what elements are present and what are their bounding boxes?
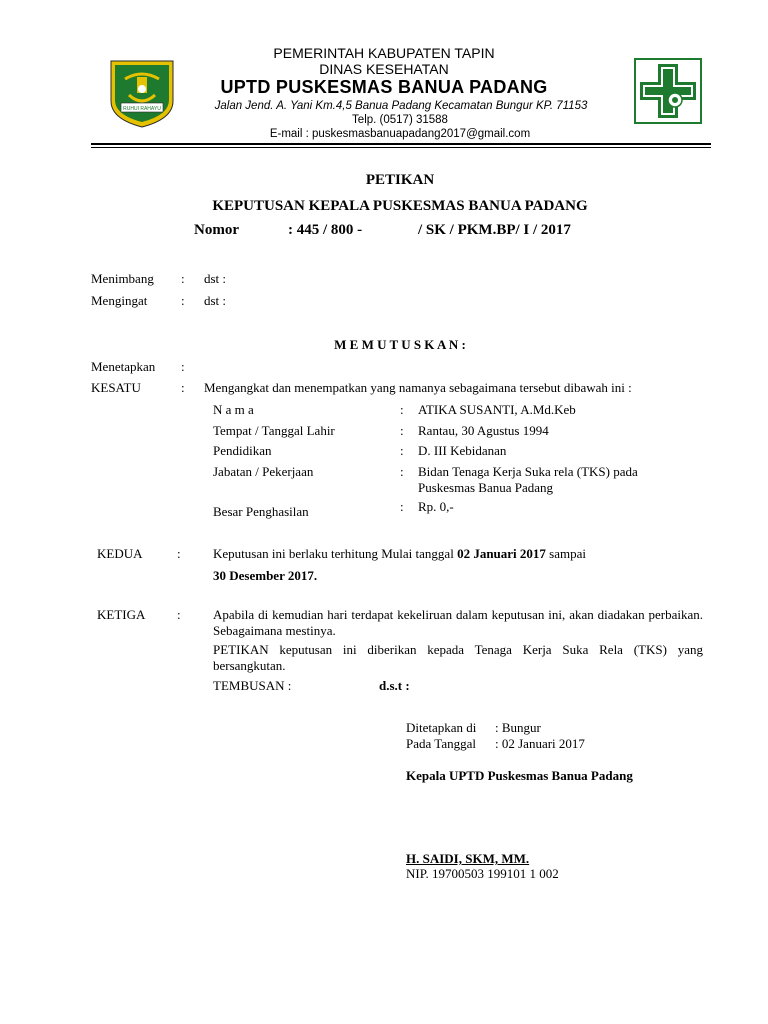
right-logo <box>634 58 702 124</box>
menimbang-label: Menimbang <box>91 271 154 286</box>
field-value-jabatan: Bidan Tenaga Kerja Suka rela (TKS) pada <box>418 464 638 479</box>
field-label-pendidikan: Pendidikan <box>213 443 272 458</box>
kesatu-text: Mengangkat dan menempatkan yang namanya sebagaimana tersebut dibawah ini : <box>204 380 632 395</box>
kedua-colon: : <box>177 546 181 561</box>
kesatu-label: KESATU <box>91 380 141 395</box>
field-value-nama: ATIKA SUSANTI, A.Md.Keb <box>418 402 576 417</box>
menimbang-value: dst : <box>204 271 227 286</box>
mengingat-value: dst : <box>204 293 227 308</box>
petikan-title: PETIKAN <box>365 172 435 188</box>
kedua-text-b: sampai <box>545 546 586 561</box>
menetapkan-colon: : <box>181 359 185 374</box>
header-address: Jalan Jend. A. Yani Km.4,5 Banua Padang Kecamatan Bungur KP. 71153 <box>214 100 588 112</box>
tembusan-value: d.s.t : <box>379 678 410 693</box>
ditetapkan-value: : Bungur <box>495 720 541 735</box>
field-value-pendidikan: D. III Kebidanan <box>418 443 507 458</box>
field-value-jabatan-line2: Puskesmas Banua Padang <box>418 480 554 495</box>
header-phone: Telp. (0517) 31588 <box>352 114 448 126</box>
field-colon-jabatan: : <box>400 464 404 479</box>
ketiga-paragraph-1: Apabila di kemudian hari terdapat kekeliruan dalam keputusan ini, akan diadakan perbaikan. Sebagaimana mestinya. <box>213 607 703 638</box>
kedua-text <box>213 546 713 562</box>
ketiga-colon: : <box>177 607 181 622</box>
signatory-position: Kepala UPTD Puskesmas Banua Padang <box>406 768 633 783</box>
field-colon-nama: : <box>400 402 404 417</box>
tembusan-label: TEMBUSAN : <box>213 678 292 693</box>
nomor-value: : 445 / 800 - <box>288 222 363 238</box>
ketiga-paragraph-2: PETIKAN keputusan ini diberikan kepada Tenaga Kerja Suka Rela (TKS) yang bersangkutan. <box>213 642 703 673</box>
letterhead-divider-thin <box>91 147 711 148</box>
letterhead-divider <box>91 143 711 145</box>
kedua-date-start: 02 Januari 2017 <box>457 546 546 561</box>
keputusan-title: KEPUTUSAN KEPALA PUSKESMAS BANUA PADANG <box>212 198 588 214</box>
field-value-penghasilan: Rp. 0,- <box>418 499 454 514</box>
header-line-2: DINAS KESEHATAN <box>319 61 449 77</box>
logo-banner-text: RUHUI RAHAYU <box>123 106 161 112</box>
header-institution: UPTD PUSKESMAS BANUA PADANG <box>220 77 548 97</box>
header-line-1: PEMERINTAH KABUPATEN TAPIN <box>273 45 495 61</box>
memutuskan-heading: M E M U T U S K A N : <box>334 337 466 352</box>
field-value-ttl: Rantau, 30 Agustus 1994 <box>418 423 549 438</box>
field-label-penghasilan: Besar Penghasilan <box>213 504 309 519</box>
menetapkan-label: Menetapkan <box>91 359 156 374</box>
ketiga-label: KETIGA <box>97 607 146 622</box>
field-colon-pendidikan: : <box>400 443 404 458</box>
menimbang-colon: : <box>181 271 185 286</box>
mengingat-label: Mengingat <box>91 293 148 308</box>
field-colon-penghasilan: : <box>400 499 404 514</box>
kedua-label: KEDUA <box>97 546 143 561</box>
field-label-nama: N a m a <box>213 402 254 417</box>
health-cross-icon <box>634 58 702 124</box>
signatory-name: H. SAIDI, SKM, MM. <box>406 851 530 866</box>
tanggal-label: Pada Tanggal <box>406 736 476 751</box>
mengingat-colon: : <box>181 293 185 308</box>
kesatu-colon: : <box>181 380 185 395</box>
nomor-suffix: / SK / PKM.BP/ I / 2017 <box>418 222 571 238</box>
field-label-jabatan: Jabatan / Pekerjaan <box>213 464 314 479</box>
field-colon-ttl: : <box>400 423 404 438</box>
nomor-label: Nomor <box>194 222 239 238</box>
kedua-text-a: Keputusan ini berlaku terhitung Mulai tanggal <box>213 546 458 561</box>
kedua-date-end: 30 Desember 2017. <box>213 568 318 583</box>
header-email: E-mail : puskesmasbanuapadang2017@gmail.com <box>269 128 531 140</box>
signatory-nip: NIP. 19700503 199101 1 002 <box>406 866 559 881</box>
tanggal-value: : 02 Januari 2017 <box>495 736 585 751</box>
ditetapkan-label: Ditetapkan di <box>406 720 477 735</box>
field-label-ttl: Tempat / Tanggal Lahir <box>213 423 335 438</box>
